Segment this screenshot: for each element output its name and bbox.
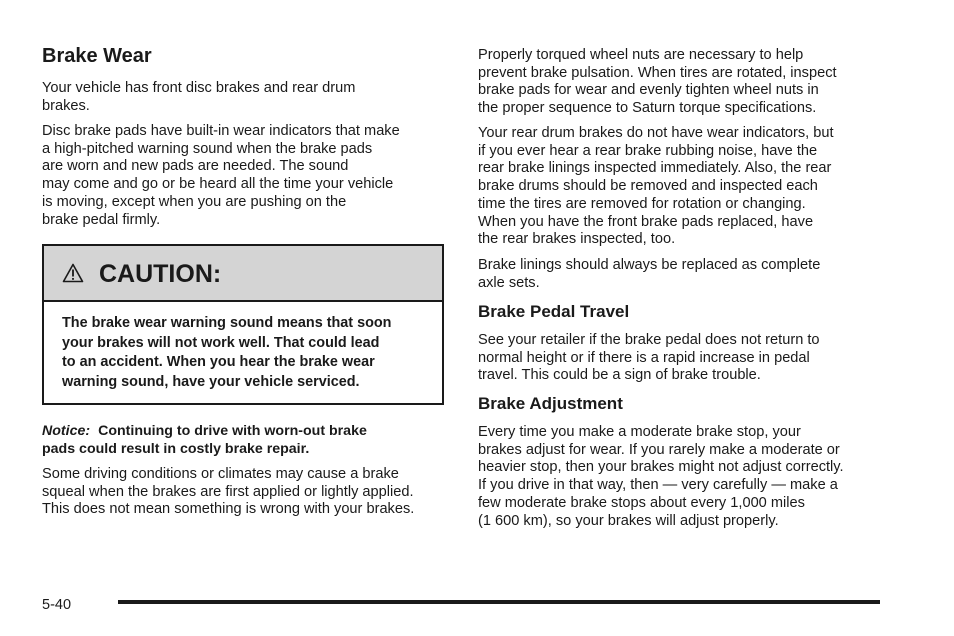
footer-divider bbox=[118, 600, 880, 604]
text-line: (1 600 km), so your brakes will adjust properly. bbox=[478, 512, 779, 529]
text-line: brake drums should be removed and inspected each bbox=[478, 178, 818, 195]
text-line: axle sets. bbox=[478, 274, 540, 291]
text-line: a high-pitched warning sound when the brake pads bbox=[42, 140, 373, 157]
section-heading-brake-pedal-travel: Brake Pedal Travel bbox=[478, 302, 630, 321]
notice-line bbox=[42, 423, 367, 441]
text-line: travel. This could be a sign of brake trouble. bbox=[478, 367, 761, 384]
text-line: See your retailer if the brake pedal does not return to bbox=[478, 332, 820, 348]
text-line: Disc brake pads have built-in wear indicators that make bbox=[42, 123, 400, 139]
paragraph-wheel-nuts bbox=[478, 47, 837, 118]
notice-text: Continuing to drive with worn-out brake bbox=[98, 423, 367, 439]
text-line: Brake linings should always be replaced as complete bbox=[478, 257, 821, 273]
text-line: Every time you make a moderate brake stop, your bbox=[478, 424, 801, 440]
text-line: brake pads for wear and evenly tighten wheel nuts in bbox=[478, 82, 819, 99]
paragraph-brake-squeal bbox=[42, 466, 414, 519]
paragraph-brake-pedal-travel bbox=[478, 332, 820, 385]
paragraph-rear-drum-brakes bbox=[478, 125, 834, 249]
text-line: if you ever hear a rear brake rubbing noise, have the bbox=[478, 142, 818, 159]
caution-title: CAUTION: bbox=[99, 260, 222, 288]
text-line: few moderate brake stops about every 1,000 miles bbox=[478, 494, 805, 511]
caution-body bbox=[62, 314, 391, 392]
text-line: The brake wear warning sound means that soon bbox=[62, 315, 392, 331]
text-line: brakes. bbox=[42, 97, 90, 114]
text-line: When you have the front brake pads replaced, have bbox=[478, 213, 814, 230]
text-line: may come and go or be heard all the time your vehicle bbox=[42, 176, 394, 193]
caution-header bbox=[44, 246, 442, 302]
text-line: the proper sequence to Saturn torque specifications. bbox=[478, 100, 817, 117]
text-line: Your rear drum brakes do not have wear indicators, but bbox=[478, 125, 834, 141]
notice-block bbox=[42, 423, 367, 458]
text-line: brakes adjust for wear. If you rarely make a moderate or bbox=[478, 441, 840, 458]
text-line: the rear brakes inspected, too. bbox=[478, 231, 676, 248]
warning-triangle-icon bbox=[62, 263, 84, 283]
text-line: Your vehicle has front disc brakes and rear drum bbox=[42, 80, 356, 96]
paragraph-brake-adjustment bbox=[478, 424, 844, 530]
caution-box bbox=[42, 244, 444, 405]
text-line: warning sound, have your vehicle serviced. bbox=[62, 373, 360, 390]
paragraph-brake-linings bbox=[478, 257, 820, 292]
text-line: are worn and new pads are needed. The sound bbox=[42, 158, 349, 175]
page-number: 5-40 bbox=[42, 597, 72, 613]
section-heading-brake-adjustment: Brake Adjustment bbox=[478, 394, 623, 413]
text-line: brake pedal firmly. bbox=[42, 211, 161, 228]
text-line: your brakes will not work well. That could lead bbox=[62, 334, 380, 351]
notice-line: pads could result in costly brake repair. bbox=[42, 440, 310, 457]
text-line: prevent brake pulsation. When tires are rotated, inspect bbox=[478, 64, 837, 81]
text-line: If you drive in that way, then — very carefully — make a bbox=[478, 477, 838, 494]
text-line: to an accident. When you hear the brake wear bbox=[62, 354, 375, 370]
paragraph-wear-indicators bbox=[42, 123, 400, 229]
paragraph-disc-drum-brakes bbox=[42, 80, 355, 115]
text-line: rear brake linings inspected immediately. Also, the rear bbox=[478, 160, 832, 177]
text-line: is moving, except when you are pushing on the bbox=[42, 193, 347, 210]
text-line: time the tires are removed for rotation or changing. bbox=[478, 195, 806, 212]
text-line: Properly torqued wheel nuts are necessary to help bbox=[478, 47, 804, 63]
text-line: Some driving conditions or climates may cause a brake bbox=[42, 466, 399, 482]
text-line: heavier stop, then your brakes might not adjust correctly. bbox=[478, 459, 844, 476]
text-line: squeal when the brakes are first applied or lightly applied. bbox=[42, 483, 414, 500]
text-line: This does not mean something is wrong with your brakes. bbox=[42, 501, 415, 518]
text-line: normal height or if there is a rapid increase in pedal bbox=[478, 349, 810, 366]
section-heading-brake-wear: Brake Wear bbox=[42, 45, 152, 67]
notice-label: Notice: bbox=[42, 423, 91, 439]
